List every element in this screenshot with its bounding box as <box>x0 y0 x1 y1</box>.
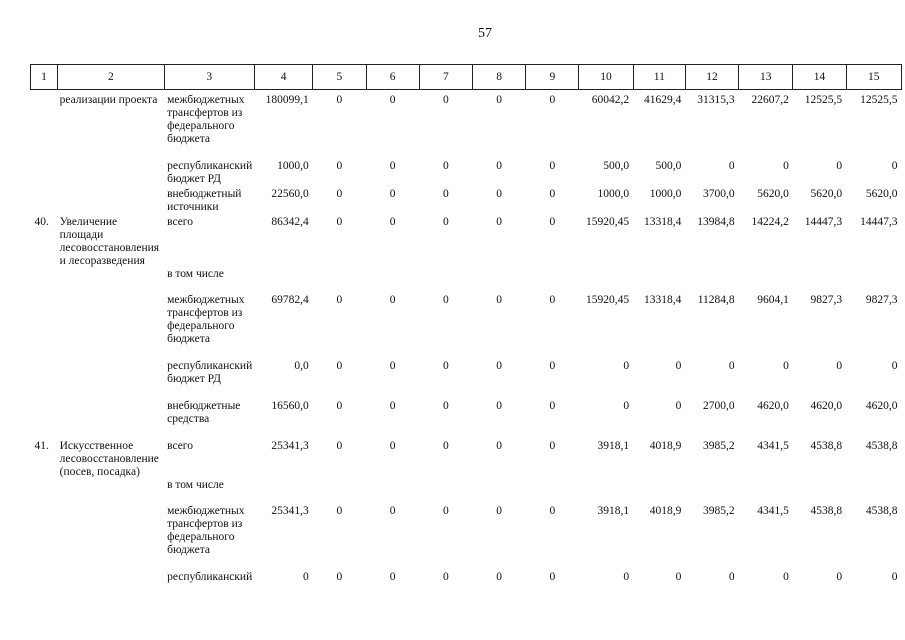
funding-source: республиканский бюджет РД <box>167 160 253 185</box>
value-cell: 0 <box>442 400 449 412</box>
value-cell: 0 <box>496 188 502 200</box>
value-cell: 4538,8 <box>810 440 843 452</box>
value-cell: 0,0 <box>294 360 309 372</box>
value-cell: 0 <box>783 571 789 583</box>
value-cell: 0 <box>336 400 343 412</box>
value-cell: 0 <box>442 160 449 172</box>
value-cell: 60042,2 <box>591 94 630 106</box>
value-cell: 0 <box>389 400 396 412</box>
value-cell: 0 <box>336 571 343 583</box>
value-cell <box>579 479 633 505</box>
value-cell: 0 <box>389 440 396 452</box>
col-header: 2 <box>58 65 164 90</box>
value-cell <box>255 268 313 294</box>
budget-table <box>30 64 902 599</box>
value-cell: 0 <box>336 440 343 452</box>
value-cell: 14447,3 <box>860 216 898 228</box>
measure-name: реализации проекта <box>59 94 158 106</box>
value-cell: 0 <box>728 360 735 372</box>
funding-source: в том числе <box>167 268 224 280</box>
col-header: 8 <box>472 65 525 90</box>
value-cell <box>739 268 793 294</box>
value-cell: 0 <box>496 216 502 228</box>
value-cell: 14224,2 <box>751 216 789 228</box>
value-cell: 0 <box>389 160 396 172</box>
row-number <box>31 360 58 400</box>
value-cell: 12525,5 <box>860 94 898 106</box>
value-cell <box>526 479 579 505</box>
value-cell: 4341,5 <box>757 505 789 517</box>
value-cell: 13318,4 <box>644 216 682 228</box>
value-cell: 0 <box>623 360 630 372</box>
page-number: 57 <box>478 26 492 41</box>
value-cell: 9827,3 <box>865 294 898 306</box>
row-number <box>31 294 58 360</box>
value-cell <box>685 479 738 505</box>
value-cell: 9604,1 <box>757 294 789 306</box>
measure-name <box>58 268 164 294</box>
table-row <box>31 479 902 505</box>
col-header: 1 <box>31 65 58 90</box>
value-cell <box>313 268 366 294</box>
value-cell: 4538,8 <box>810 505 843 517</box>
table-row <box>31 360 902 400</box>
funding-source: в том числе <box>167 479 224 491</box>
value-cell: 3918,1 <box>597 505 630 517</box>
value-cell: 180099,1 <box>265 94 309 106</box>
col-header: 7 <box>419 65 472 90</box>
measure-name <box>58 571 164 599</box>
col-header: 11 <box>633 65 685 90</box>
col-header: 9 <box>526 65 579 90</box>
value-cell: 0 <box>442 440 449 452</box>
value-cell: 0 <box>442 216 449 228</box>
value-cell: 22607,2 <box>751 94 789 106</box>
funding-source: межбюджетных трансфертов из федерального бюджета <box>167 505 245 556</box>
value-cell: 4018,9 <box>649 505 682 517</box>
table-row <box>31 160 902 188</box>
value-cell: 0 <box>836 160 843 172</box>
value-cell: 0 <box>496 160 502 172</box>
value-cell: 0 <box>549 440 556 452</box>
value-cell: 0 <box>442 571 449 583</box>
value-cell <box>366 479 419 505</box>
value-cell: 0 <box>442 505 449 517</box>
value-cell <box>419 268 472 294</box>
row-number <box>31 90 58 161</box>
value-cell <box>633 268 685 294</box>
measure-name <box>58 294 164 360</box>
value-cell: 3918,1 <box>597 440 630 452</box>
value-cell: 0 <box>389 216 396 228</box>
value-cell: 0 <box>496 94 502 106</box>
value-cell: 4538,8 <box>865 505 898 517</box>
value-cell: 4018,9 <box>649 440 682 452</box>
row-number <box>31 479 58 505</box>
value-cell: 0 <box>549 400 556 412</box>
value-cell: 0 <box>442 360 449 372</box>
value-cell: 69782,4 <box>271 294 309 306</box>
value-cell: 16560,0 <box>271 400 309 412</box>
value-cell: 1000,0 <box>649 188 682 200</box>
value-cell: 0 <box>549 188 556 200</box>
value-cell <box>419 479 472 505</box>
value-cell <box>472 479 525 505</box>
value-cell: 0 <box>891 571 898 583</box>
value-cell: 4620,0 <box>757 400 789 412</box>
value-cell: 0 <box>836 360 843 372</box>
value-cell: 0 <box>891 160 898 172</box>
value-cell: 41629,4 <box>644 94 682 106</box>
value-cell: 0 <box>496 440 502 452</box>
value-cell: 3985,2 <box>703 440 735 452</box>
value-cell: 31315,3 <box>697 94 735 106</box>
table-row <box>31 268 902 294</box>
col-header: 5 <box>313 65 366 90</box>
value-cell: 0 <box>496 571 502 583</box>
value-cell: 0 <box>336 505 343 517</box>
value-cell: 0 <box>549 216 556 228</box>
row-number: 41. <box>34 440 49 452</box>
value-cell <box>313 479 366 505</box>
value-cell: 0 <box>496 505 502 517</box>
funding-source: внебюджетные средства <box>167 400 241 425</box>
col-header: 12 <box>685 65 738 90</box>
funding-source: межбюджетных трансфертов из федерального бюджета <box>167 294 245 345</box>
value-cell <box>793 479 846 505</box>
value-cell: 0 <box>496 360 502 372</box>
value-cell: 0 <box>549 505 556 517</box>
value-cell: 14447,3 <box>804 216 843 228</box>
row-number: 40. <box>34 216 49 228</box>
value-cell: 0 <box>336 216 343 228</box>
table-row <box>31 440 902 479</box>
row-number <box>31 160 58 188</box>
value-cell: 0 <box>442 294 449 306</box>
value-cell: 25341,3 <box>271 440 309 452</box>
value-cell: 0 <box>675 360 682 372</box>
value-cell: 5620,0 <box>810 188 843 200</box>
value-cell: 0 <box>442 188 449 200</box>
value-cell: 500,0 <box>603 160 630 172</box>
value-cell: 0 <box>623 400 630 412</box>
value-cell: 13984,8 <box>697 216 735 228</box>
value-cell: 0 <box>496 400 502 412</box>
value-cell: 4620,0 <box>865 400 898 412</box>
value-cell <box>255 479 313 505</box>
funding-source: всего <box>167 216 193 228</box>
value-cell: 5620,0 <box>865 188 898 200</box>
value-cell: 86342,4 <box>271 216 309 228</box>
col-header: 6 <box>366 65 419 90</box>
value-cell: 0 <box>389 294 396 306</box>
funding-source: республиканский бюджет РД <box>167 360 253 385</box>
value-cell: 0 <box>549 571 556 583</box>
row-number <box>31 188 58 216</box>
value-cell: 0 <box>549 94 556 106</box>
row-number <box>31 571 58 599</box>
col-header: 13 <box>739 65 793 90</box>
measure-name <box>58 505 164 571</box>
value-cell: 0 <box>496 294 502 306</box>
value-cell: 12525,5 <box>804 94 843 106</box>
value-cell: 25341,3 <box>271 505 309 517</box>
value-cell: 0 <box>623 571 630 583</box>
value-cell: 0 <box>836 571 843 583</box>
measure-name <box>58 400 164 440</box>
value-cell: 0 <box>728 571 735 583</box>
row-number <box>31 400 58 440</box>
value-cell: 500,0 <box>655 160 682 172</box>
value-cell: 0 <box>442 94 449 106</box>
value-cell: 0 <box>336 360 343 372</box>
table-row <box>31 188 902 216</box>
measure-name: Увеличение площади лесовосстановления и лесоразведения <box>59 216 160 267</box>
value-cell <box>366 268 419 294</box>
value-cell: 1000,0 <box>597 188 630 200</box>
value-cell: 0 <box>675 571 682 583</box>
table-row <box>31 505 902 571</box>
value-cell <box>739 479 793 505</box>
value-cell: 4620,0 <box>810 400 843 412</box>
value-cell <box>526 268 579 294</box>
value-cell: 0 <box>728 160 735 172</box>
value-cell <box>685 268 738 294</box>
table-row <box>31 90 902 161</box>
value-cell: 0 <box>549 160 556 172</box>
value-cell <box>793 268 846 294</box>
value-cell <box>579 268 633 294</box>
value-cell: 4341,5 <box>757 440 789 452</box>
value-cell: 0 <box>549 360 556 372</box>
measure-name <box>58 160 164 188</box>
value-cell: 0 <box>389 188 396 200</box>
measure-name: Искусственное лесовосстановление (посев, посадка) <box>59 440 159 478</box>
value-cell: 0 <box>389 94 396 106</box>
funding-source: всего <box>167 440 193 452</box>
col-header: 14 <box>793 65 846 90</box>
measure-name <box>58 188 164 216</box>
value-cell: 3985,2 <box>703 505 735 517</box>
value-cell: 22560,0 <box>271 188 309 200</box>
header-row <box>31 65 902 90</box>
col-header: 10 <box>579 65 633 90</box>
table-body <box>31 90 902 600</box>
value-cell: 0 <box>675 400 682 412</box>
row-number <box>31 268 58 294</box>
funding-source: внебюджетный источники <box>167 188 242 213</box>
table-row <box>31 400 902 440</box>
value-cell: 4538,8 <box>865 440 898 452</box>
value-cell: 13318,4 <box>644 294 682 306</box>
value-cell: 0 <box>783 360 789 372</box>
value-cell: 0 <box>783 160 789 172</box>
value-cell: 3700,0 <box>703 188 735 200</box>
table-row <box>31 571 902 599</box>
value-cell: 0 <box>336 294 343 306</box>
value-cell: 0 <box>389 571 396 583</box>
table-row <box>31 294 902 360</box>
value-cell: 0 <box>336 188 343 200</box>
value-cell: 11284,8 <box>697 294 735 306</box>
value-cell <box>846 268 901 294</box>
value-cell: 15920,45 <box>586 294 630 306</box>
value-cell: 1000,0 <box>277 160 309 172</box>
value-cell: 0 <box>389 360 396 372</box>
table-row <box>31 216 902 268</box>
col-header: 3 <box>164 65 254 90</box>
value-cell: 0 <box>336 94 343 106</box>
col-header: 4 <box>255 65 313 90</box>
value-cell <box>633 479 685 505</box>
value-cell: 0 <box>549 294 556 306</box>
value-cell: 5620,0 <box>757 188 789 200</box>
funding-source: межбюджетных трансфертов из федерального бюджета <box>167 94 245 145</box>
row-number <box>31 505 58 571</box>
value-cell <box>846 479 901 505</box>
measure-name <box>58 360 164 400</box>
value-cell: 9827,3 <box>810 294 843 306</box>
col-header: 15 <box>846 65 901 90</box>
measure-name <box>58 479 164 505</box>
value-cell: 2700,0 <box>703 400 735 412</box>
value-cell: 0 <box>891 360 898 372</box>
funding-source: республиканский <box>167 571 253 583</box>
value-cell: 0 <box>336 160 343 172</box>
value-cell <box>472 268 525 294</box>
value-cell: 15920,45 <box>586 216 630 228</box>
value-cell: 0 <box>389 505 396 517</box>
value-cell: 0 <box>303 571 309 583</box>
